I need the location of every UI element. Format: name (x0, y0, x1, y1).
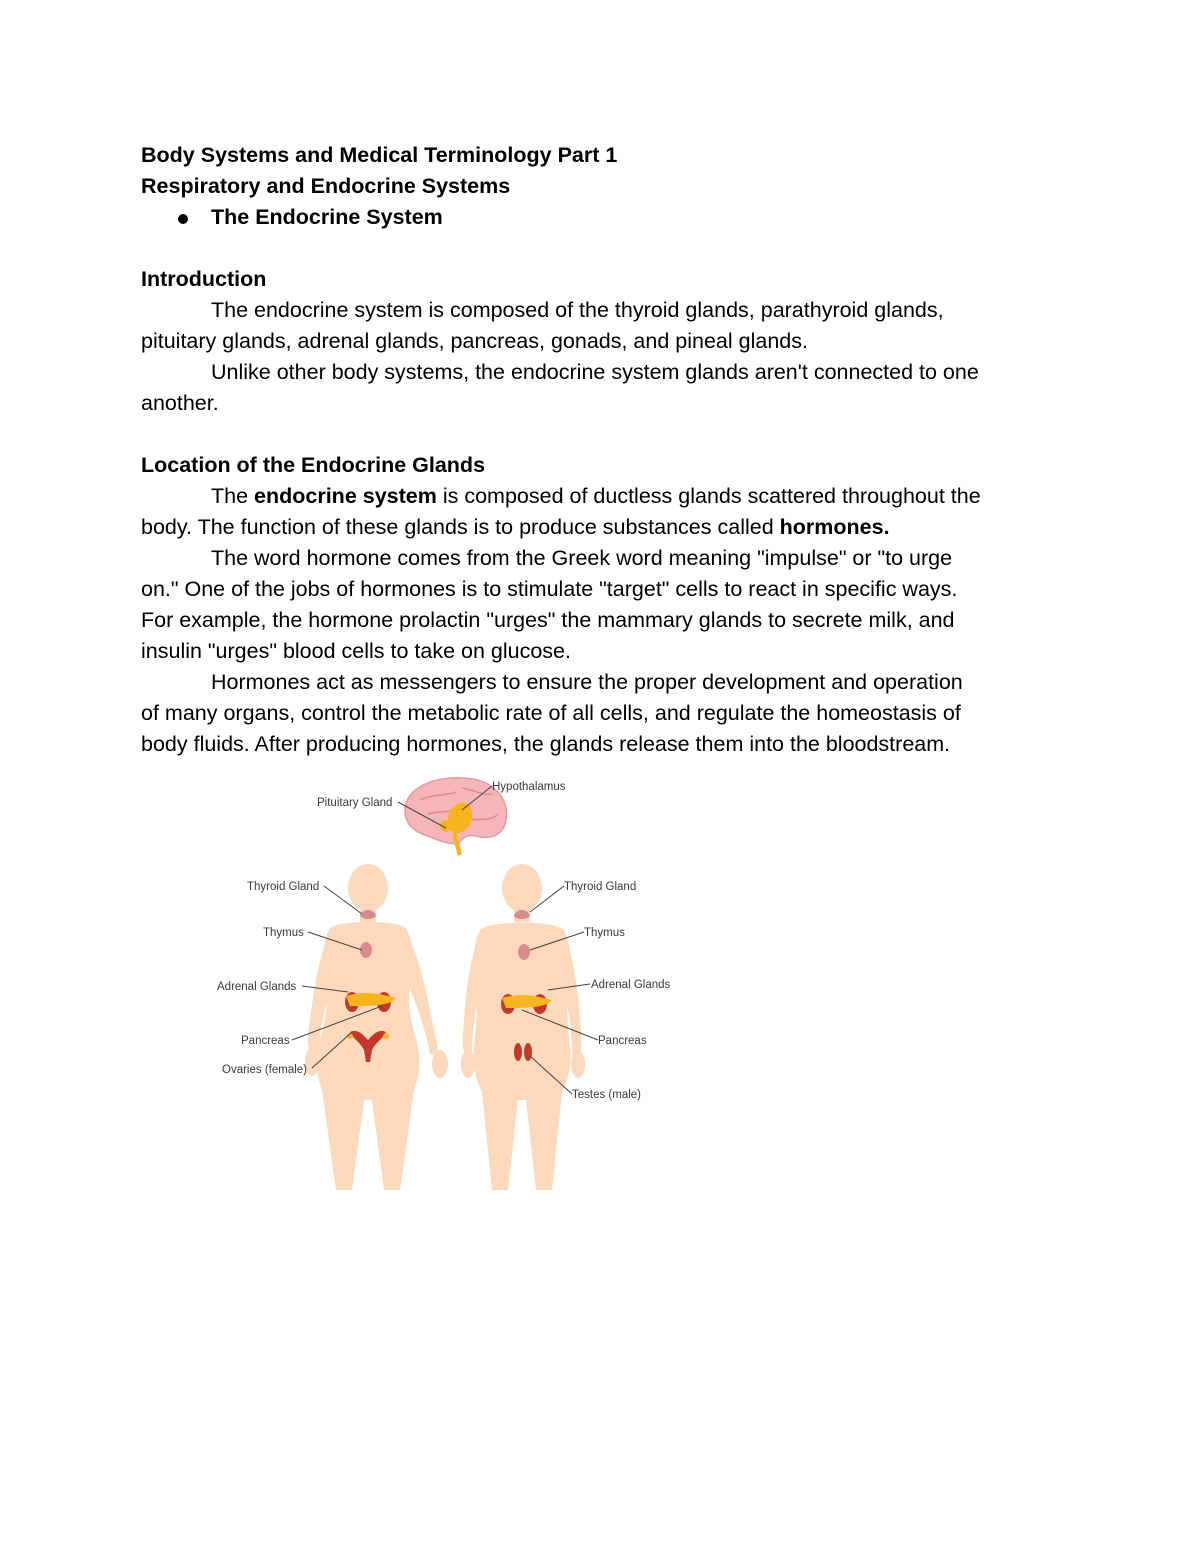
bullet-icon (178, 214, 188, 224)
label-thymus-female: Thymus (263, 927, 304, 939)
intro-paragraph-1-line-2: pituitary glands, adrenal glands, pancreas, gonads, and pineal glands. (141, 329, 808, 353)
intro-paragraph-2-line-2: another. (141, 391, 219, 415)
bold-term-hormones: hormones. (779, 515, 890, 539)
location-paragraph-2-line-3: For example, the hormone prolactin "urges" the mammary glands to secrete milk, and (141, 608, 955, 632)
label-ovaries-female: Ovaries (female) (222, 1064, 307, 1076)
intro-paragraph-1-line-1: The endocrine system is composed of the thyroid glands, parathyroid glands, (211, 298, 944, 322)
location-heading: Location of the Endocrine Glands (141, 453, 486, 477)
label-adrenal-glands-female: Adrenal Glands (217, 981, 297, 993)
label-testes-male: Testes (male) (572, 1089, 642, 1101)
label-thymus-male: Thymus (584, 927, 625, 939)
text-run: is composed of ductless glands scattered throughout the (436, 484, 981, 508)
label-pancreas-male: Pancreas (598, 1035, 647, 1047)
label-thyroid-gland-female: Thyroid Gland (247, 881, 320, 893)
location-paragraph-2-line-2: on." One of the jobs of hormones is to stimulate "target" cells to react in specific ways. (141, 577, 958, 601)
document-title: Body Systems and Medical Terminology Part 1 (141, 143, 618, 167)
document-subtitle: Respiratory and Endocrine Systems (141, 174, 511, 198)
bold-term-endocrine-system: endocrine system (254, 484, 437, 508)
location-paragraph-2-line-4: insulin "urges" blood cells to take on glucose. (141, 639, 571, 663)
location-paragraph-3-line-2: of many organs, control the metabolic rate of all cells, and regulate the homeostasis of (141, 701, 961, 725)
endocrine-glands-diagram (200, 770, 700, 1220)
text-run: body. The function of these glands is to produce substances called (141, 515, 780, 539)
label-pituitary-gland: Pituitary Gland (317, 797, 393, 809)
location-paragraph-2-line-1: The word hormone comes from the Greek word meaning "impulse" or "to urge (211, 546, 953, 570)
label-hypothalamus: Hypothalamus (492, 781, 566, 793)
bullet-item-endocrine-system: The Endocrine System (211, 205, 443, 229)
location-paragraph-3-line-3: body fluids. After producing hormones, the glands release them into the bloodstream. (141, 732, 951, 756)
location-paragraph-1-line-2 (141, 512, 890, 543)
intro-heading: Introduction (141, 267, 267, 291)
label-adrenal-glands-male: Adrenal Glands (591, 979, 671, 991)
location-paragraph-1-line-1 (141, 481, 981, 512)
label-pancreas-female: Pancreas (241, 1035, 290, 1047)
location-paragraph-3-line-1: Hormones act as messengers to ensure the proper development and operation (211, 670, 963, 694)
text-run: The (211, 484, 255, 508)
label-thyroid-gland-male: Thyroid Gland (564, 881, 637, 893)
intro-paragraph-2-line-1: Unlike other body systems, the endocrine system glands aren't connected to one (211, 360, 979, 384)
